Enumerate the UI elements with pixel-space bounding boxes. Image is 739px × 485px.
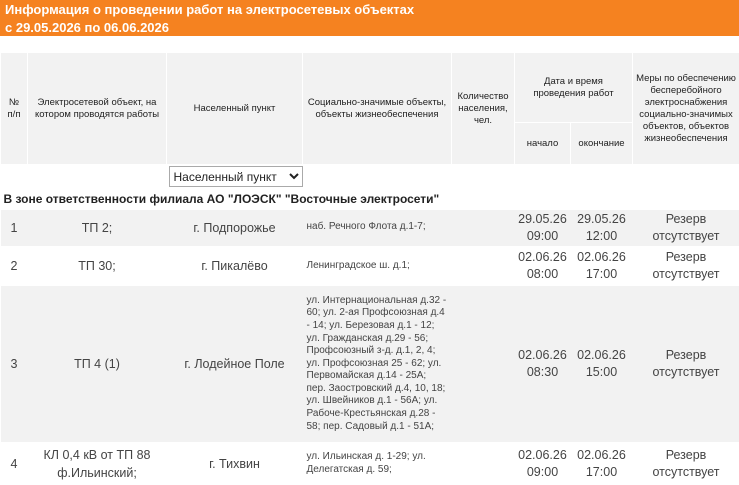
cell-population bbox=[452, 443, 515, 485]
cell-measures: Резерв отсутствует bbox=[633, 210, 739, 247]
cell-social: ул. Интернациональная д.32 - 60; ул. 2-ая Профсоюзная д.4 - 14; ул. Березовая д.1 - 12; ул. Гражданская д.29 - 56; Профсоюзный з-д. д.1, 2, 4; ул. Профсоюзная 25 - 62; ул. Первомайская д.14 - 25А; пер. Заостровский д.4, 10, 18; ул. Швейников д.1 - 56А; ул. Рабоче-Крестьянская д.28 - 58; пер. Садовый д.1 - 51А; bbox=[303, 286, 452, 443]
col-header-num: № п/п bbox=[1, 53, 28, 165]
cell-population bbox=[452, 210, 515, 247]
table-row bbox=[1, 210, 739, 247]
cell-object: КЛ 0,4 кВ от ТП 88 ф.Ильинский; bbox=[28, 443, 167, 485]
cell-object: ТП 4 (1) bbox=[28, 286, 167, 443]
col-header-locality: Населенный пункт bbox=[167, 53, 303, 165]
cell-num: 3 bbox=[1, 286, 28, 443]
table-row bbox=[1, 247, 739, 286]
cell-start bbox=[515, 286, 571, 443]
col-header-population: Количество населения, чел. bbox=[452, 53, 515, 165]
table-row bbox=[1, 443, 739, 485]
start-date: 02.06.26 bbox=[518, 348, 567, 362]
end-date: 02.06.26 bbox=[577, 250, 626, 264]
page-title bbox=[0, 0, 739, 36]
cell-locality: г. Тихвин bbox=[167, 443, 303, 485]
locality-filter-select[interactable] bbox=[169, 166, 303, 187]
col-header-datetime: Дата и время проведения работ bbox=[515, 53, 633, 123]
cell-start bbox=[515, 247, 571, 286]
title-line-2: с 29.05.2026 по 06.06.2026 bbox=[5, 20, 169, 35]
start-time: 09:00 bbox=[526, 228, 559, 243]
start-date: 02.06.26 bbox=[518, 447, 567, 462]
end-time: 15:00 bbox=[585, 365, 618, 379]
cell-population bbox=[452, 247, 515, 286]
cell-social: наб. Речного Флота д.1-7; bbox=[303, 210, 452, 247]
cell-object: ТП 2; bbox=[28, 210, 167, 247]
col-header-start: начало bbox=[515, 123, 571, 165]
section-row bbox=[1, 189, 739, 210]
start-time: 08:30 bbox=[526, 365, 559, 379]
end-time: 12:00 bbox=[585, 228, 618, 243]
cell-measures: Резерв отсутствует bbox=[633, 247, 739, 286]
end-time: 17:00 bbox=[585, 267, 618, 281]
col-header-social: Социально-значимые объекты, объекты жизнеобеспечения bbox=[303, 53, 452, 165]
end-time: 17:00 bbox=[585, 464, 618, 479]
cell-end bbox=[571, 247, 633, 286]
col-header-object: Электросетевой объект, на котором проводятся работы bbox=[28, 53, 167, 165]
cell-start bbox=[515, 210, 571, 247]
title-line-1: Информация о проведении работ на электросетевых объектах bbox=[5, 2, 415, 17]
table-row bbox=[1, 286, 739, 443]
end-date: 29.05.26 bbox=[577, 211, 626, 226]
col-header-end: окончание bbox=[571, 123, 633, 165]
filter-row bbox=[1, 165, 739, 189]
start-time: 08:00 bbox=[526, 267, 559, 281]
section-title: В зоне ответственности филиала АО "ЛОЭСК" "Восточные электросети" bbox=[1, 189, 739, 210]
cell-end bbox=[571, 210, 633, 247]
col-header-measures: Меры по обеспечению бесперебойного электроснабжения социально-значимых объектов, объектов жизнеобеспечения bbox=[633, 53, 739, 165]
cell-social: Ленинградское ш. д.1; bbox=[303, 247, 452, 286]
start-date: 02.06.26 bbox=[518, 250, 567, 264]
cell-end bbox=[571, 286, 633, 443]
cell-population bbox=[452, 286, 515, 443]
start-date: 29.05.26 bbox=[518, 211, 567, 226]
cell-locality: г. Пикалёво bbox=[167, 247, 303, 286]
cell-num: 4 bbox=[1, 443, 28, 485]
cell-social: ул. Ильинская д. 1-29; ул. Делегатская д. 59; bbox=[303, 443, 452, 485]
cell-object: ТП 30; bbox=[28, 247, 167, 286]
table-body bbox=[1, 210, 739, 485]
cell-measures: Резерв отсутствует bbox=[633, 286, 739, 443]
cell-locality: г. Подпорожье bbox=[167, 210, 303, 247]
end-date: 02.06.26 bbox=[577, 447, 626, 462]
cell-measures: Резерв отсутствует bbox=[633, 443, 739, 485]
cell-locality: г. Лодейное Поле bbox=[167, 286, 303, 443]
cell-end bbox=[571, 443, 633, 485]
works-table bbox=[0, 52, 739, 485]
cell-num: 2 bbox=[1, 247, 28, 286]
table-header bbox=[1, 53, 739, 165]
start-time: 09:00 bbox=[526, 464, 559, 479]
end-date: 02.06.26 bbox=[577, 348, 626, 362]
cell-start bbox=[515, 443, 571, 485]
cell-num: 1 bbox=[1, 210, 28, 247]
spacer bbox=[0, 36, 739, 52]
